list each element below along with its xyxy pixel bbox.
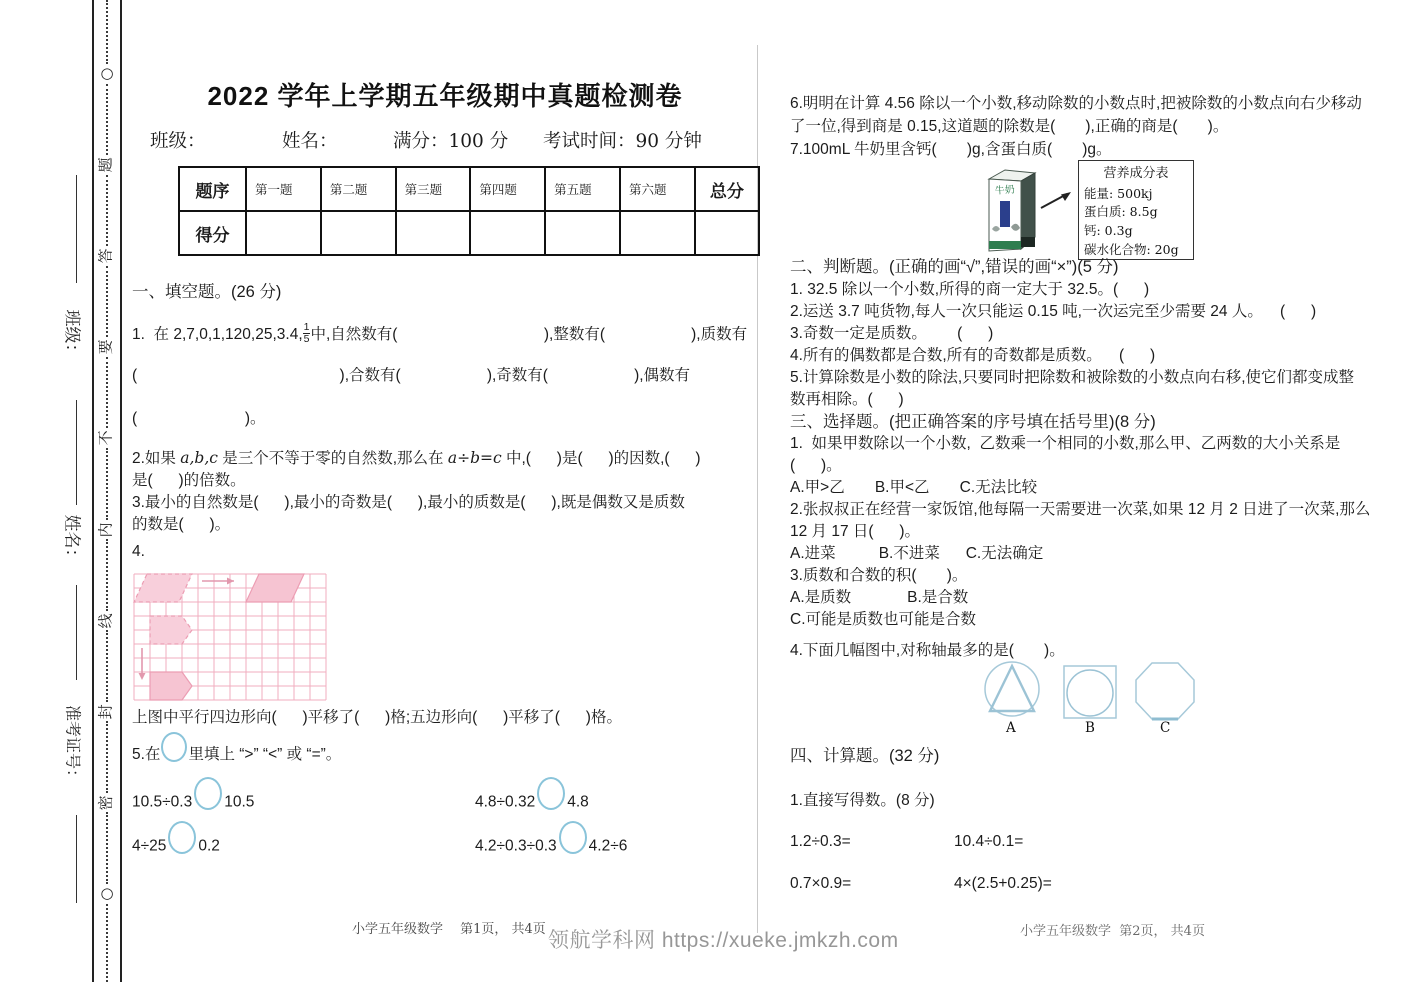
page-2	[788, 0, 1416, 982]
compare-circle-blank	[161, 732, 187, 762]
choice-4-stem: 4.下面几幅图中,对称轴最多的是( )。	[790, 642, 1065, 659]
seal-char: 密	[97, 795, 116, 811]
binding-labels-column	[55, 0, 93, 982]
score-table-header-row	[179, 167, 759, 211]
milk-carton-image	[983, 163, 1041, 255]
cmp-right: 4.8	[567, 793, 589, 811]
seal-circle: ○	[100, 64, 114, 83]
shape-b-circle-in-square	[1061, 664, 1119, 720]
dotted-line-segment	[106, 175, 108, 246]
page-1	[130, 0, 760, 982]
score-cell-empty	[470, 211, 545, 255]
question-1-line1	[132, 322, 747, 346]
nutrition-row: 钙: 0.3g	[1084, 223, 1133, 238]
seal-char: 题	[97, 157, 116, 173]
q2-pre: 2.如果	[132, 450, 181, 467]
dotted-line-segment	[106, 812, 108, 883]
score-header-cell: 总分	[695, 167, 759, 211]
cmp-left: 4÷25	[132, 837, 167, 855]
milk-carton-label: 牛奶	[994, 184, 1016, 197]
score-cell-empty	[321, 211, 396, 255]
dotted-line-segment	[106, 721, 108, 792]
shape-a-triangle-in-circle	[981, 660, 1043, 720]
cmp-left: 10.5÷0.3	[132, 793, 193, 811]
choice-1-options: A.甲>乙 B.甲<乙 C.无法比较	[790, 479, 1038, 496]
label-underline	[76, 400, 77, 505]
fraction-numerator: 1	[303, 321, 310, 333]
label-underline	[76, 815, 77, 903]
q1-post: 中,自然数有( ),整数有( ),质数有	[310, 326, 748, 344]
q5-post: 里填上 “>” “<” 或 “=”。	[188, 746, 342, 764]
section1-heading: 一、填空题。(26 分)	[132, 283, 282, 301]
score-header-cell: 第三题	[396, 167, 471, 211]
q2-mid: 是三个不等于零的自然数,那么在	[217, 450, 448, 467]
judge-item-1: 1. 32.5 除以一个小数,所得的商一定大于 32.5。( )	[790, 281, 1150, 298]
seal-char: 不	[97, 430, 116, 446]
section2-heading: 二、判断题。(正确的画“√”,错误的画“×”)(5 分)	[790, 258, 1119, 276]
score-header-cell: 第四题	[470, 167, 545, 211]
question-4-caption: 上图中平行四边形向( )平移了( )格;五边形向( )平移了( )格。	[132, 709, 622, 726]
page2-footer: 小学五年级数学 第2页， 共4页	[1020, 924, 1205, 939]
shape-c-octagon	[1133, 660, 1197, 722]
question-5-stem	[132, 740, 341, 770]
seal-char: 答	[97, 248, 116, 264]
judge-item-5-line2: 数再相除。( )	[790, 391, 904, 408]
calc-item: 1.2÷0.3=	[790, 833, 851, 850]
page1-footer: 小学五年级数学 第1页， 共4页	[352, 922, 546, 937]
question-3	[132, 492, 685, 536]
question-6-line2: 了一位,得到商是 0.15,这道题的除数是( ),正确的商是( )。	[790, 118, 1229, 135]
compare-circle-blank	[168, 821, 196, 854]
dotted-line-segment	[106, 630, 108, 701]
compare-circle-blank	[194, 777, 222, 810]
section3-heading: 三、选择题。(把正确答案的序号填在括号里)(8 分)	[790, 413, 1156, 431]
nutrition-row: 碳水化合物: 20g	[1084, 241, 1179, 257]
comparison-item	[132, 786, 254, 819]
score-cell-empty	[695, 211, 759, 255]
score-header-cell: 第五题	[545, 167, 620, 211]
q2-post: 中,( )是( )的因数,( )	[501, 450, 701, 467]
nutrition-title: 营养成分表	[1103, 166, 1169, 181]
binding-field-name: 姓名：	[61, 514, 82, 566]
score-table	[178, 166, 760, 256]
seal-circle: ○	[100, 883, 114, 902]
binding-field-exam-id: 准考证号：	[63, 704, 83, 786]
q3-line2: 的数是( )。	[132, 516, 231, 533]
cmp-left: 4.8÷0.32	[475, 793, 536, 811]
section4-heading: 四、计算题。(32 分)	[790, 747, 940, 765]
score-header-cell: 第六题	[620, 167, 695, 211]
score-table-score-row	[179, 211, 759, 255]
exam-title: 2022 学年上学期五年级期中真题检测卷	[207, 81, 683, 111]
dotted-line-segment	[106, 266, 108, 337]
q2-expression: a÷b=c	[447, 449, 502, 467]
calc-item: 10.4÷0.1=	[954, 833, 1024, 850]
score-cell-empty	[246, 211, 321, 255]
q5-pre: 5.在	[132, 746, 161, 764]
cmp-right: 0.2	[198, 837, 220, 855]
cmp-right: 4.2÷6	[588, 837, 628, 855]
info-full-score: 满分：100 分	[393, 131, 509, 152]
calc-item: 4×(2.5+0.25)=	[954, 875, 1052, 892]
score-cell-empty	[545, 211, 620, 255]
fraction-denominator: 5	[303, 333, 310, 346]
judge-item-2: 2.运送 3.7 吨货物,每人一次只能运 0.15 吨,一次运完至少需要 24 人。 ( )	[790, 303, 1317, 320]
symmetry-shapes-figure	[973, 660, 1273, 738]
q2-variables: a,b,c	[180, 449, 218, 467]
question-1-line2: ( ),合数有( ),奇数有( ),偶数有	[132, 367, 691, 384]
site-watermark: 领航学科网 https://xueke.jmkzh.com	[548, 929, 899, 952]
compare-circle-blank	[559, 821, 587, 854]
choice-1-line1: 1. 如果甲数除以一个小数, 乙数乘一个相同的小数,那么甲、乙两数的大小关系是	[790, 435, 1341, 452]
choice-3-stem: 3.质数和合数的积( )。	[790, 567, 968, 584]
calc-subsection: 1.直接写得数。(8 分)	[790, 792, 935, 809]
label-underline	[76, 585, 77, 680]
info-name-field: 姓名：	[282, 131, 338, 152]
nutrition-row: 能量: 500kj	[1084, 185, 1153, 201]
dotted-line-segment	[106, 448, 108, 519]
score-row-label: 得分	[179, 211, 246, 255]
question-6-line1: 6.明明在计算 4.56 除以一个小数,移动除数的小数点时,把被除数的小数点向右少移动	[790, 95, 1362, 112]
comparison-item	[475, 830, 627, 863]
cmp-left: 4.2÷0.3÷0.3	[475, 837, 557, 855]
seal-char: 线	[97, 612, 116, 628]
dotted-line-segment	[106, 0, 108, 64]
shape-label-b: B	[1085, 720, 1095, 736]
question-1-line3: ( )。	[132, 410, 266, 427]
choice-2-line1: 2.张叔叔正在经营一家饭馆,他每隔一天需要进一次菜,如果 12 月 2 日进了一次菜,那么	[790, 501, 1371, 518]
nutrition-row: 蛋白质: 8.5g	[1084, 204, 1158, 220]
dotted-line-segment	[106, 84, 108, 155]
shape-label-c: C	[1160, 720, 1171, 736]
info-class-field: 班级：	[150, 131, 206, 152]
label-underline	[76, 175, 77, 283]
q3-line1: 3.最小的自然数是( ),最小的奇数是( ),最小的质数是( ),既是偶数又是质数	[132, 494, 685, 511]
milk-nutrition-figure	[983, 160, 1198, 256]
choice-2-line2: 12 月 17 日( )。	[790, 523, 921, 540]
nutrition-facts-box	[1078, 160, 1194, 260]
translation-grid-figure	[133, 573, 327, 701]
score-header-cell: 第一题	[246, 167, 321, 211]
seal-char: 封	[97, 703, 116, 720]
q2-line2: 是( )的倍数。	[132, 472, 246, 489]
question-2	[132, 447, 701, 492]
seal-char: 要	[97, 339, 116, 355]
comparison-item	[475, 786, 589, 819]
seal-line-strip	[92, 0, 122, 982]
compare-circle-blank	[537, 777, 565, 810]
choice-3-options-ab: A.是质数 B.是合数	[790, 589, 969, 606]
judge-item-3: 3.奇数一定是质数。 ( )	[790, 325, 994, 342]
info-exam-time: 考试时间：90 分钟	[543, 131, 702, 152]
calc-item: 0.7×0.9=	[790, 875, 852, 892]
score-cell-empty	[620, 211, 695, 255]
question-7: 7.100mL 牛奶里含钙( )g,含蛋白质( )g。	[790, 141, 1112, 158]
pointer-arrow-icon	[1039, 188, 1073, 212]
dotted-line-segment	[106, 357, 108, 428]
choice-2-options: A.进菜 B.不进菜 C.无法确定	[790, 545, 1044, 562]
cmp-right: 10.5	[224, 793, 255, 811]
shape-label-a: A	[1006, 720, 1016, 736]
q1-pre: 1. 在 2,7,0,1,120,25,3.4,	[132, 326, 303, 344]
score-header-cell: 第二题	[321, 167, 396, 211]
dotted-line-segment	[106, 539, 108, 610]
judge-item-4: 4.所有的偶数都是合数,所有的奇数都是质数。 ( )	[790, 347, 1156, 364]
binding-field-class: 班级：	[61, 309, 82, 361]
seal-char: 内	[97, 521, 116, 537]
judge-item-5-line1: 5.计算除数是小数的除法,只要同时把除数和被除数的小数点向右移,使它们都变成整	[790, 369, 1355, 386]
choice-3-option-c: C.可能是质数也可能是合数	[790, 611, 977, 628]
score-header-cell: 题序	[179, 167, 246, 211]
dotted-line-segment	[106, 904, 108, 982]
comparison-item	[132, 830, 220, 863]
score-cell-empty	[396, 211, 471, 255]
question-4-number: 4.	[132, 543, 145, 560]
choice-1-line2: ( )。	[790, 457, 842, 474]
